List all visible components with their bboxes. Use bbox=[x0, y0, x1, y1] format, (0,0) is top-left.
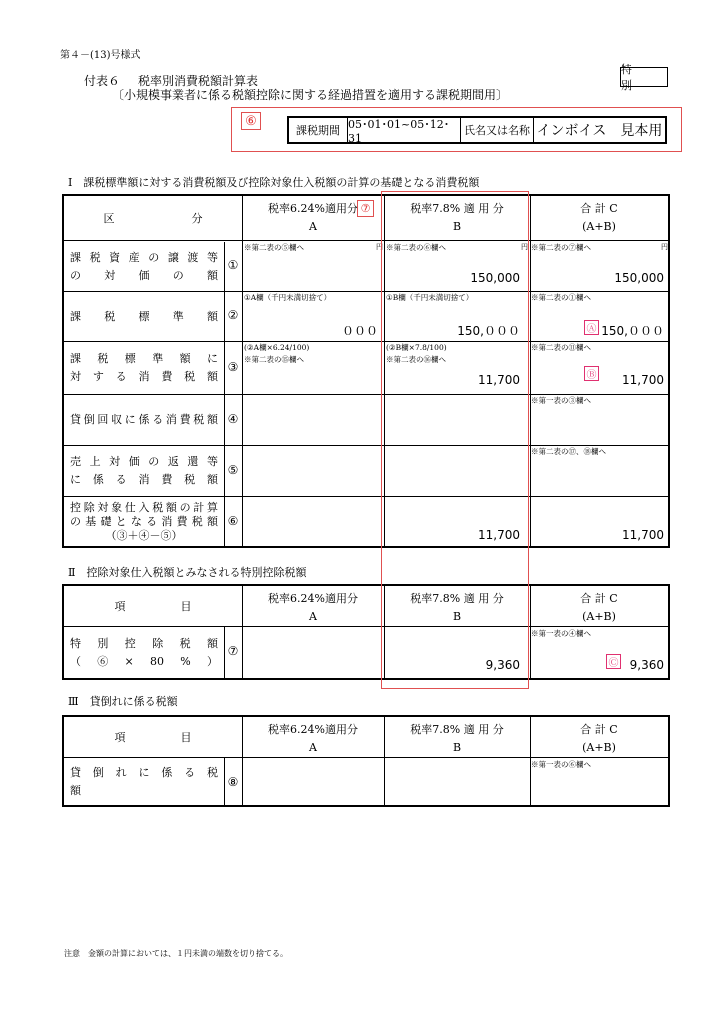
row-4-label bbox=[70, 395, 218, 445]
marker-c: Ⓒ bbox=[606, 654, 621, 669]
section-1-table bbox=[62, 194, 670, 548]
row-2-label-line1: 課 税 標 準 額 bbox=[70, 309, 218, 323]
header2-col-c-line1: 合 計 C bbox=[580, 592, 618, 605]
row-3-label-line2: 対 す る 消 費 税 額 bbox=[70, 370, 218, 383]
row-3-number: ③ bbox=[227, 360, 239, 374]
header2-col-a bbox=[242, 590, 384, 623]
row-1-value-c[interactable]: 150,000 bbox=[614, 271, 664, 285]
row-3-note-c: ※第二表の⑪欄へ bbox=[531, 343, 591, 352]
row-7-label-line1: 特 別 控 除 税 額 bbox=[70, 637, 218, 650]
footnote: 注意 金額の計算においては、１円未満の端数を切り捨てる。 bbox=[64, 949, 288, 958]
row-6-label bbox=[70, 497, 218, 547]
row-7-label-line2: （ ⑥ × 80 % ） bbox=[70, 655, 218, 668]
row-7-value-c[interactable]: 9,360 bbox=[629, 658, 664, 672]
header-col-c-line2: (A+B) bbox=[582, 220, 616, 233]
row-8-label-line1: 貸 倒 れ に 係 る 税 額 bbox=[70, 766, 229, 797]
header3-col-a-line2: A bbox=[309, 741, 317, 754]
section-2-table bbox=[62, 584, 670, 680]
row-6-label-line2: の基礎となる消費税額 bbox=[70, 515, 218, 528]
tokubetsu-badge: 特 別 bbox=[620, 67, 668, 87]
row-6-value-c[interactable]: 11,700 bbox=[622, 528, 664, 542]
row-1-note-b: ※第二表の⑥欄へ bbox=[386, 243, 446, 252]
header-col-b-line1: 税率7.8% 適 用 分 bbox=[410, 202, 504, 215]
row-2-value-a[interactable]: ０００ bbox=[341, 324, 378, 338]
row-7-label bbox=[70, 628, 218, 678]
row-3-value-b[interactable]: 11,700 bbox=[478, 373, 520, 387]
header-koumoku-2: 項 目 bbox=[114, 600, 192, 613]
header2-col-a-line2: A bbox=[309, 610, 317, 623]
row-5-label bbox=[70, 446, 218, 496]
row-3-label-line1: 課 税 標 準 額 に bbox=[70, 352, 218, 365]
header-col-c bbox=[530, 200, 668, 233]
annotation-column-b-box bbox=[381, 191, 529, 689]
section-3-table bbox=[62, 715, 670, 807]
header3-col-c bbox=[530, 721, 668, 754]
yen-unit-a: 円 bbox=[376, 243, 383, 251]
header3-col-a bbox=[242, 721, 384, 754]
row-1-note-a: ※第二表の⑤欄へ bbox=[244, 243, 304, 252]
section-1-title: Ⅰ 課税標準額に対する消費税額及び控除対象仕入税額の計算の基礎となる消費税額 bbox=[68, 176, 480, 189]
row-1-number: ① bbox=[227, 258, 239, 272]
row-3-note-b2: ※第二表の⑯欄へ bbox=[386, 355, 446, 364]
marker-b: Ⓑ bbox=[584, 366, 599, 381]
row-1-note-c: ※第二表の⑦欄へ bbox=[531, 243, 591, 252]
row-1-label-line1: 課 税 資 産 の 譲 渡 等 bbox=[70, 250, 218, 264]
row-3-note-a1: (②A欄×6.24/100) bbox=[244, 343, 310, 352]
header2-col-c-line2: (A+B) bbox=[582, 610, 616, 623]
row-3-note-a2: ※第二表の⑮欄へ bbox=[244, 355, 304, 364]
row-4-number: ④ bbox=[227, 412, 239, 426]
section-2-title: Ⅱ 控除対象仕入税額とみなされる特別控除税額 bbox=[68, 566, 307, 579]
row-5-note-c: ※第二表の⑰、⑱欄へ bbox=[531, 447, 606, 456]
row-4-note-c: ※第一表の③欄へ bbox=[531, 396, 591, 405]
row-7-number: ⑦ bbox=[227, 644, 239, 658]
row-4-label-line1: 貸倒回収に係る消費税額 bbox=[70, 413, 218, 426]
period-value[interactable]: 05･01･01~05･12･31 bbox=[348, 118, 461, 142]
period-box bbox=[287, 116, 667, 144]
row-1-label bbox=[70, 242, 218, 291]
name-label: 氏名又は名称 bbox=[461, 118, 534, 142]
row-3-note-b1: (②B欄×7.8/100) bbox=[386, 343, 447, 352]
row-6-label-line1: 控除対象仕入税額の計算 bbox=[70, 501, 218, 514]
annotation-marker-6: ⑥ bbox=[241, 112, 261, 130]
header2-col-c bbox=[530, 590, 668, 623]
header3-col-b-line1: 税率7.8% 適 用 分 bbox=[410, 723, 504, 736]
section-3-title: Ⅲ 貸倒れに係る税額 bbox=[68, 695, 178, 708]
row-2-note-b: ①B欄（千円未満切捨て） bbox=[386, 293, 474, 302]
header3-col-b bbox=[384, 721, 530, 754]
form-number: 第４－(13)号様式 bbox=[60, 50, 141, 61]
header-col-b-line2: B bbox=[452, 220, 462, 233]
header3-col-a-line1: 税率6.24%適用分 bbox=[268, 723, 358, 736]
period-label: 課税期間 bbox=[289, 118, 348, 142]
header-kubun: 区 分 bbox=[103, 212, 203, 225]
yen-unit-c: 円 bbox=[661, 243, 668, 251]
row-1-label-line2: の 対 価 の 額 bbox=[70, 268, 218, 282]
row-6-number: ⑥ bbox=[227, 514, 239, 528]
row-2-note-a: ①A欄（千円未満切捨て） bbox=[244, 293, 332, 302]
header2-col-a-line1: 税率6.24%適用分 bbox=[268, 592, 358, 605]
row-2-number: ② bbox=[227, 308, 239, 322]
row-3-label bbox=[70, 342, 218, 394]
header2-col-b-line1: 税率7.8% 適 用 分 bbox=[410, 592, 504, 605]
row-1-value-b[interactable]: 150,000 bbox=[470, 271, 520, 285]
row-7-value-b[interactable]: 9,360 bbox=[485, 658, 520, 672]
title-text: 税率別消費税額計算表 bbox=[138, 74, 259, 88]
row-3-value-c[interactable]: 11,700 bbox=[622, 373, 664, 387]
name-value[interactable]: インボイス 見本用 bbox=[536, 123, 663, 139]
header-col-a-line1: 税率6.24%適用分 bbox=[268, 202, 358, 215]
row-2-value-c[interactable]: 150,０００ bbox=[601, 324, 664, 338]
row-5-label-line2: に 係 る 消 費 税 額 bbox=[70, 473, 218, 486]
row-8-label bbox=[70, 759, 229, 805]
header-col-c-line1: 合 計 C bbox=[580, 202, 618, 215]
row-2-label bbox=[70, 292, 218, 341]
row-2-note-c: ※第二表の①欄へ bbox=[531, 293, 591, 302]
annotation-marker-7: ⑦ bbox=[357, 200, 374, 217]
header3-col-c-line2: (A+B) bbox=[582, 741, 616, 754]
form-subtitle: 〔小規模事業者に係る税額控除に関する経過措置を適用する課税期間用〕 bbox=[112, 88, 509, 102]
row-6-value-b[interactable]: 11,700 bbox=[478, 528, 520, 542]
row-5-number: ⑤ bbox=[227, 463, 239, 477]
table-number: 付表６ bbox=[84, 74, 121, 88]
header2-col-b-line2: B bbox=[452, 610, 462, 623]
header-col-a-line2: A bbox=[309, 220, 317, 233]
row-6-label-line3: （③＋④－⑤） bbox=[105, 529, 183, 542]
row-2-value-b[interactable]: 150,０００ bbox=[457, 324, 520, 338]
marker-a: Ⓐ bbox=[584, 320, 599, 335]
header3-col-c-line1: 合 計 C bbox=[580, 723, 618, 736]
header-koumoku-3: 項 目 bbox=[114, 731, 192, 744]
row-7-note-c: ※第一表の④欄へ bbox=[531, 629, 591, 638]
header3-col-b-line2: B bbox=[452, 741, 462, 754]
yen-unit-b: 円 bbox=[521, 243, 528, 251]
row-8-note-c: ※第一表の⑥欄へ bbox=[531, 760, 591, 769]
row-5-label-line1: 売 上 対 価 の 返 還 等 bbox=[70, 455, 218, 468]
row-8-number: ⑧ bbox=[227, 775, 239, 789]
